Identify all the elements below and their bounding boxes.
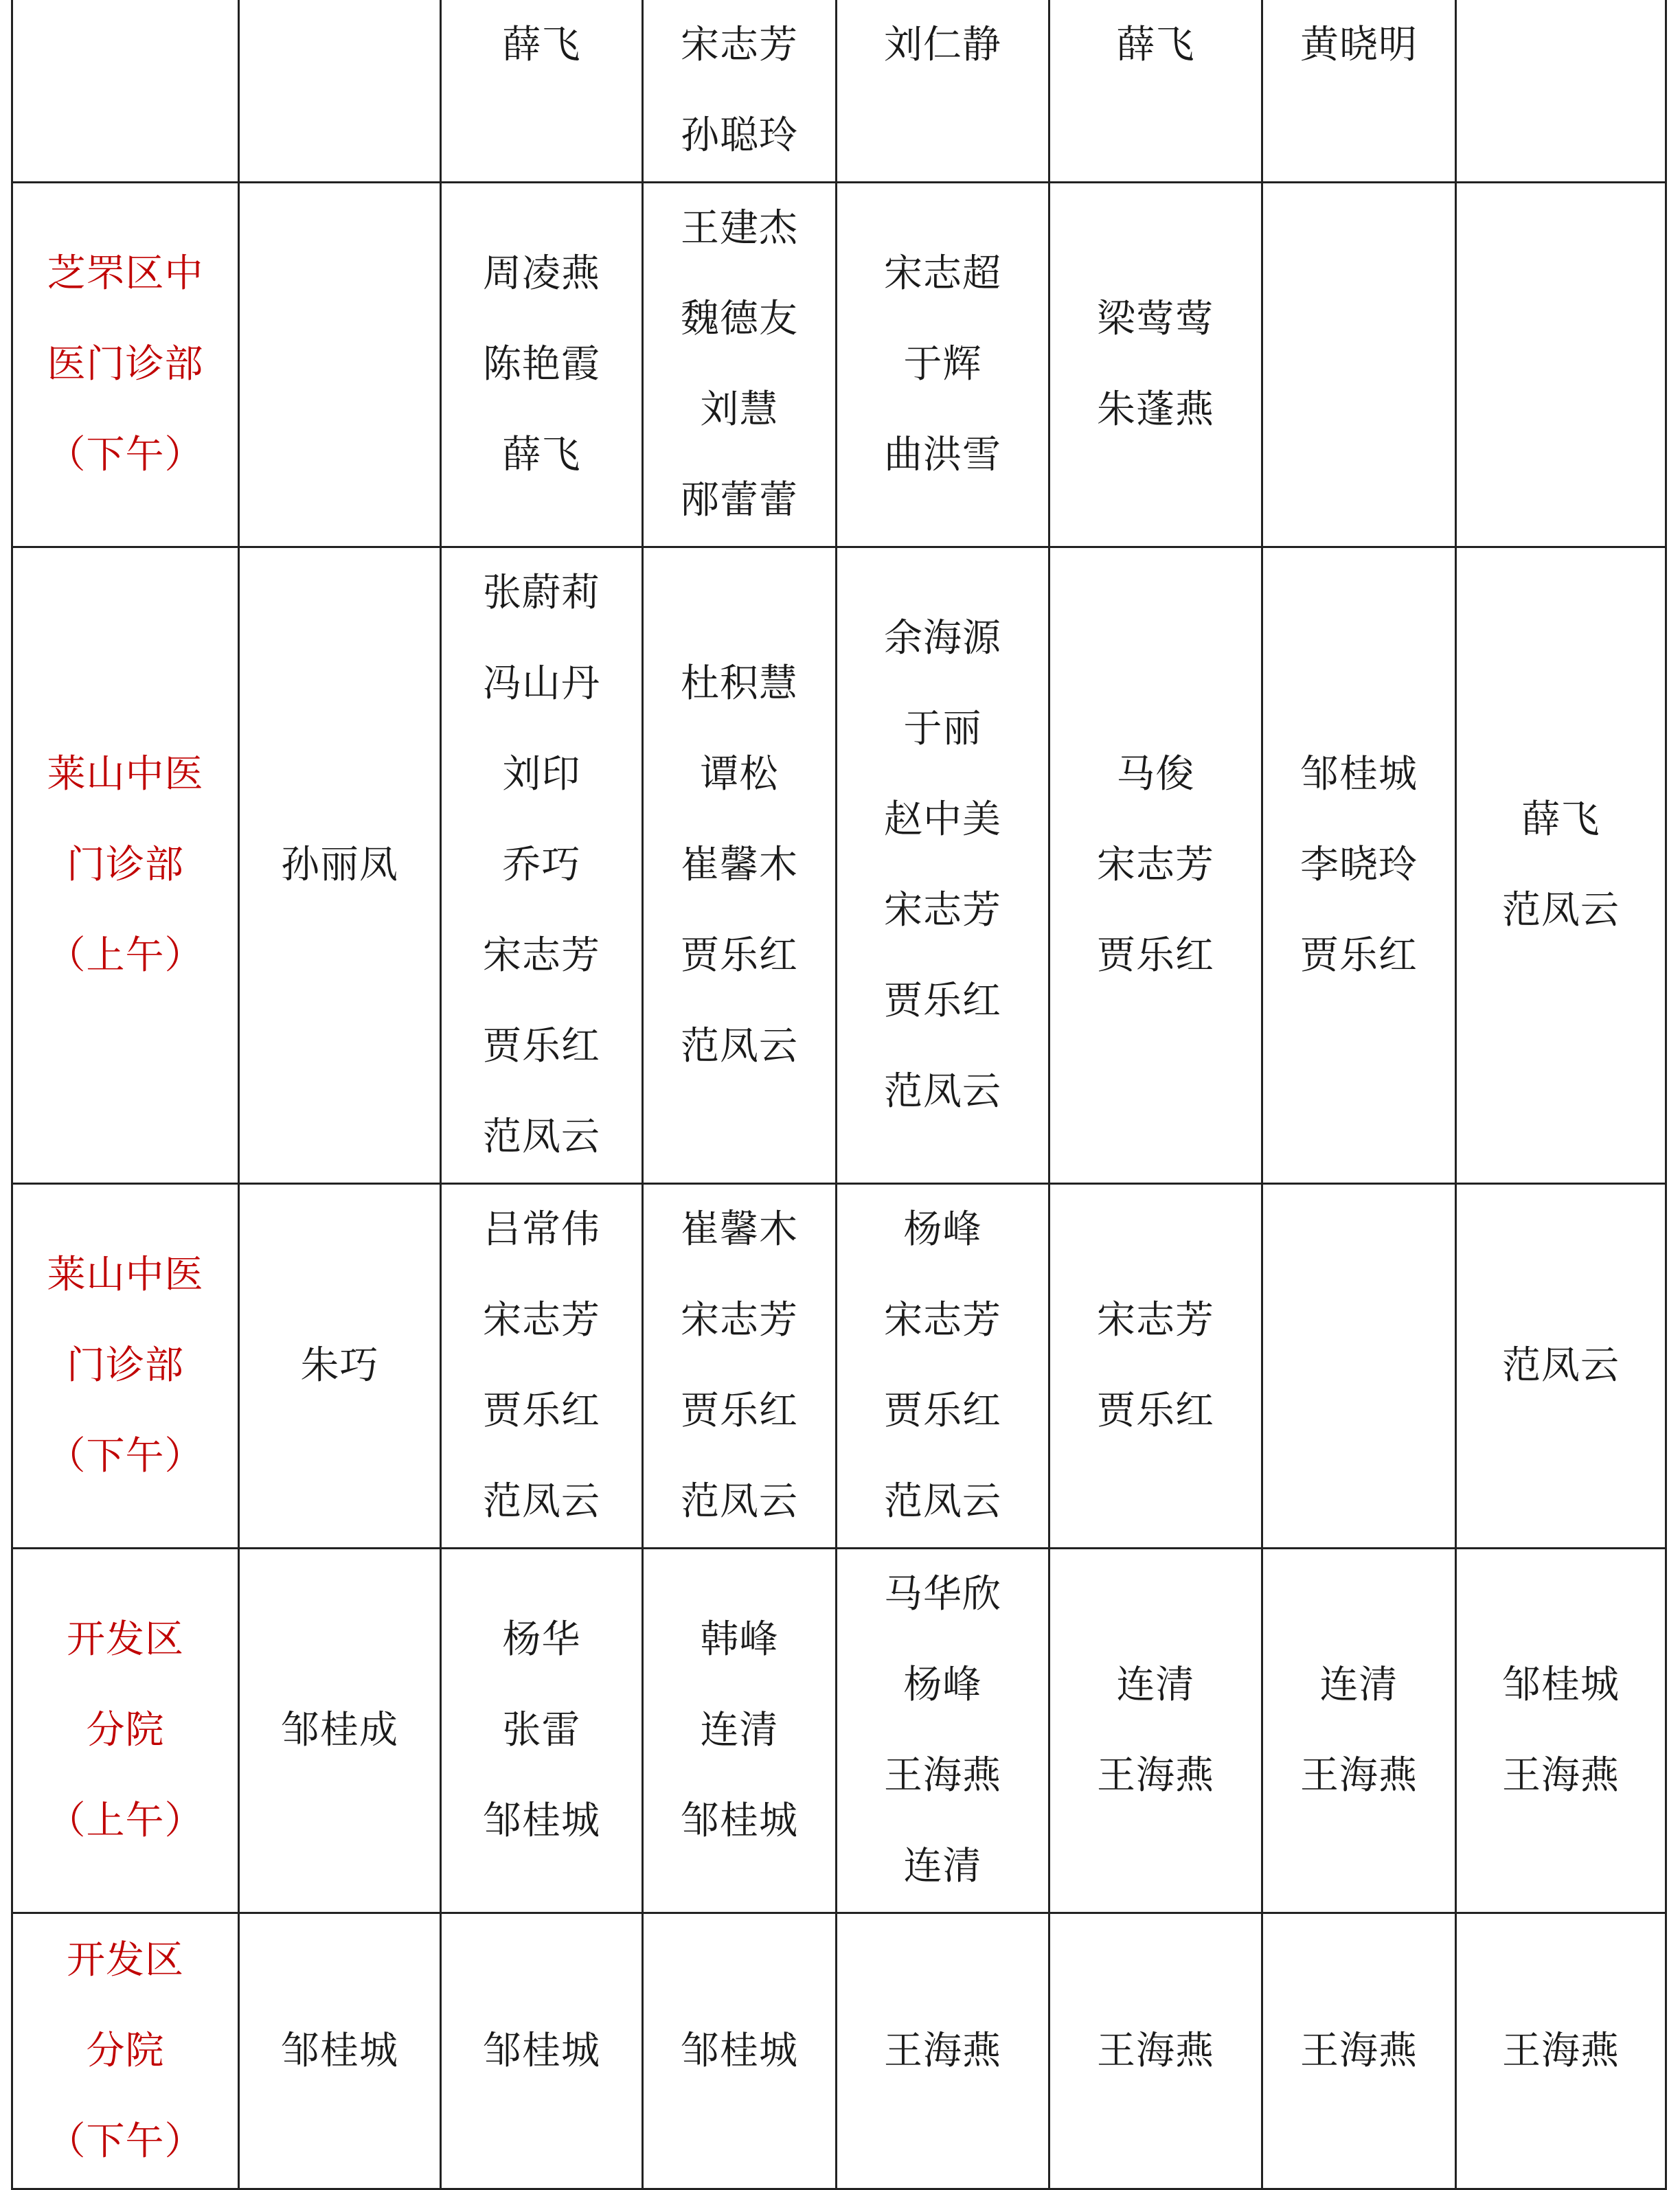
staff-name: 宋志芳 [1097,843,1214,887]
staff-name: 贾乐红 [1300,933,1418,978]
staff-name: 杨华 [502,1617,581,1662]
staff-name: 刘印 [502,752,581,797]
row-label-line: 分院 [86,1708,165,1753]
staff-name: 王海燕 [1300,2028,1418,2073]
table-cell [239,183,441,547]
staff-name: 黄晓明 [1300,23,1418,67]
staff-name: 范凤云 [884,1069,1001,1114]
staff-name: 乔巧 [502,843,581,887]
staff-name: 宋志芳 [681,23,798,67]
table-cell [837,0,1049,183]
staff-name: 贾乐红 [884,1389,1001,1433]
table-cell [239,1549,441,1913]
staff-name: 邹桂城 [1502,1663,1620,1707]
staff-name: 邹桂城 [1300,752,1418,797]
table-cell [1049,547,1262,1184]
table-cell [1049,183,1262,547]
table-row [12,0,1666,183]
table-cell [239,547,441,1184]
table-cell [441,1549,643,1913]
table-cell [643,1549,837,1913]
table-cell [239,0,441,183]
staff-name: 贾乐红 [884,979,1001,1023]
table-cell [239,1184,441,1549]
staff-name: 王海燕 [884,1753,1001,1798]
row-label-cell [12,547,239,1184]
staff-name: 王海燕 [1097,1753,1214,1798]
staff-name: 范凤云 [681,1479,798,1524]
row-label-line: 门诊部 [67,843,184,887]
staff-name: 张蔚莉 [483,571,600,615]
row-label-line: 分院 [86,2028,165,2073]
table-cell [1262,547,1456,1184]
row-label-cell [12,1549,239,1913]
staff-name: 马华欣 [884,1572,1001,1617]
staff-name: 于丽 [903,707,982,751]
staff-name: 薛飞 [1116,23,1195,67]
row-label-line: 医门诊部 [47,342,204,387]
staff-name: 宋志芳 [483,1298,600,1343]
staff-name: 杜积慧 [681,661,798,706]
table-cell [441,1184,643,1549]
table-cell [239,1913,441,2189]
staff-name: 梁莺莺 [1097,297,1214,341]
staff-name: 崔馨木 [681,1207,798,1252]
staff-name: 连清 [700,1708,779,1753]
row-label-line: （下午） [47,433,204,477]
staff-name: 马俊 [1116,752,1195,797]
staff-name: 孙聪玲 [681,113,798,158]
staff-name: 魏德友 [681,297,798,341]
staff-name: 余海源 [884,616,1001,661]
staff-name: 范凤云 [1502,1343,1620,1388]
table-row [12,547,1666,1184]
staff-name: 赵中美 [884,797,1001,842]
table-cell [643,0,837,183]
table-cell [1456,1184,1666,1549]
staff-name: 宋志芳 [681,1298,798,1343]
staff-name: 宋志芳 [884,888,1001,933]
staff-name: 贾乐红 [1097,1389,1214,1433]
staff-name: 邹桂成 [281,1708,398,1753]
row-label-line: 门诊部 [67,1343,184,1388]
row-label-line: 莱山中医 [47,752,204,797]
row-label-cell [12,0,239,183]
staff-name: 贾乐红 [681,933,798,978]
staff-name: 王海燕 [1502,1753,1620,1798]
row-label-cell [12,1184,239,1549]
staff-name: 王海燕 [1502,2028,1620,2073]
staff-name: 杨峰 [903,1663,982,1707]
table-cell [1262,1184,1456,1549]
staff-name: 范凤云 [483,1479,600,1524]
staff-name: 吕常伟 [483,1207,600,1252]
table-cell [837,183,1049,547]
staff-name: 王海燕 [884,2028,1001,2073]
table-cell [441,547,643,1184]
staff-name: 范凤云 [483,1115,600,1159]
table-row [12,1549,1666,1913]
table-cell [643,183,837,547]
table-cell [643,1184,837,1549]
table-cell [1049,0,1262,183]
staff-name: 谭松 [700,752,779,797]
staff-name: 邴蕾蕾 [681,478,798,523]
row-label-line: （下午） [47,2119,204,2164]
row-label-cell [12,183,239,547]
staff-name: 李晓玲 [1300,843,1418,887]
staff-name: 宋志超 [884,251,1001,296]
table-cell [441,0,643,183]
staff-name: 曲洪雪 [884,433,1001,477]
table-cell [1262,183,1456,547]
table-cell [1262,1913,1456,2189]
table-cell [1456,183,1666,547]
table-cell [1456,1549,1666,1913]
staff-name: 崔馨木 [681,843,798,887]
table-cell [1049,1184,1262,1549]
table-row [12,1913,1666,2189]
staff-name: 贾乐红 [681,1389,798,1433]
table-cell [643,1913,837,2189]
staff-name: 邹桂城 [281,2028,398,2073]
row-label-line: 莱山中医 [47,1253,204,1297]
staff-name: 邹桂城 [483,1799,600,1843]
staff-name: 张雷 [502,1708,581,1753]
staff-name: 孙丽凤 [281,843,398,887]
table-cell [441,183,643,547]
staff-name: 贾乐红 [483,1389,600,1433]
staff-name: 贾乐红 [483,1024,600,1069]
staff-name: 杨峰 [903,1207,982,1252]
staff-name: 连清 [1116,1663,1195,1707]
table-cell [1456,1913,1666,2189]
staff-name: 王海燕 [1300,1753,1418,1798]
staff-name: 刘慧 [700,387,779,432]
table-row [12,183,1666,547]
staff-name: 宋志芳 [884,1298,1001,1343]
duty-schedule-table [11,0,1667,2190]
staff-name: 冯山丹 [483,661,600,706]
staff-name: 邹桂城 [681,1799,798,1843]
row-label-line: 芝罘区中 [47,251,204,296]
table-cell [1262,1549,1456,1913]
staff-name: 王建杰 [681,206,798,251]
staff-name: 邹桂城 [681,2028,798,2073]
staff-name: 陈艳霞 [483,342,600,387]
staff-name: 宋志芳 [1097,1298,1214,1343]
staff-name: 连清 [903,1844,982,1889]
table-cell [1049,1549,1262,1913]
table-cell [837,1913,1049,2189]
staff-name: 韩峰 [700,1617,779,1662]
staff-name: 连清 [1319,1663,1398,1707]
row-label-line: （上午） [47,933,204,978]
table-cell [837,547,1049,1184]
row-label-line: （下午） [47,1434,204,1479]
row-label-line: 开发区 [67,1937,184,1983]
table-cell [1456,0,1666,183]
staff-name: 薛飞 [1521,797,1600,842]
row-label-line: 开发区 [67,1617,184,1662]
staff-name: 薛飞 [502,433,581,477]
staff-name: 王海燕 [1097,2028,1214,2073]
staff-name: 邹桂城 [483,2028,600,2073]
table-body [12,0,1666,2189]
table-cell [1049,1913,1262,2189]
staff-name: 于辉 [903,342,982,387]
staff-name: 宋志芳 [483,933,600,978]
staff-name: 刘仁静 [884,23,1001,67]
staff-name: 贾乐红 [1097,933,1214,978]
staff-name: 朱蓬燕 [1097,387,1214,432]
staff-name: 范凤云 [884,1479,1001,1524]
staff-name: 范凤云 [1502,888,1620,933]
table-cell [1262,0,1456,183]
row-label-line: （上午） [47,1799,204,1843]
table-cell [643,547,837,1184]
table-row [12,1184,1666,1549]
table-cell [441,1913,643,2189]
row-label-cell [12,1913,239,2189]
staff-name: 范凤云 [681,1024,798,1069]
table-cell [837,1549,1049,1913]
staff-name: 薛飞 [502,23,581,67]
table-cell [1456,547,1666,1184]
table-cell [837,1184,1049,1549]
staff-name: 朱巧 [300,1343,379,1388]
staff-name: 周凌燕 [483,251,600,296]
